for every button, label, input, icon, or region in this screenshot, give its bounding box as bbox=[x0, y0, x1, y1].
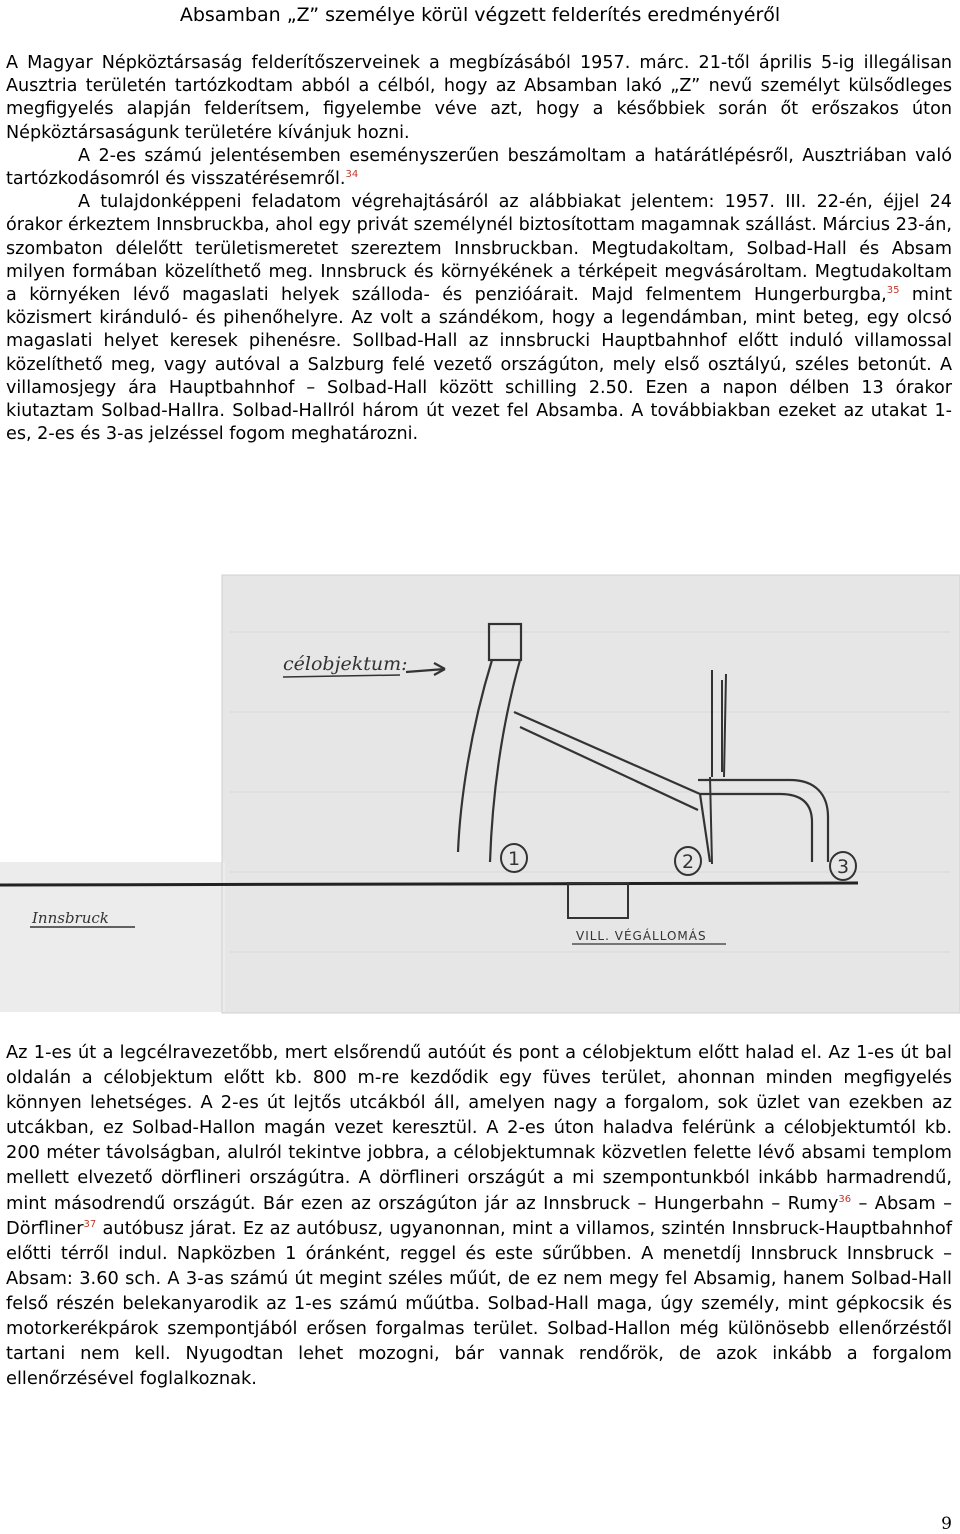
tram-terminus-label: VILL. VÉGÁLLOMÁS bbox=[576, 929, 707, 943]
paragraph-3 bbox=[6, 191, 952, 446]
intro-text-block bbox=[6, 52, 952, 446]
target-label: célobjektum: bbox=[283, 653, 408, 675]
scan-background bbox=[222, 575, 960, 1013]
tram-line bbox=[0, 883, 858, 885]
paragraph-1: A Magyar Népköztársaság felderítőszerveinek a megbízásából 1957. márc. 21-től április 5-ig illegálisan Ausztria területén tartózkodtam abból a célból, hogy az Absamban lakó „Z” nevű személyt külsődleges megfigyelés alapján felderítsem, figyelembe véve azt, hogy a későbbiek során őt erőszakos úton Népköztársaságunk területére kívánjuk hozni. bbox=[6, 53, 952, 143]
paragraph-4-text-a: Az 1-es út a legcélravezetőbb, mert elsőrendű autóút és pont a célobjektum előtt halad el. Az 1-es út bal oldalán a célobjektum előtt kb. 800 m-re kezdődik egy füves terület, ahonnan minden megfigyelés könnyen lehetséges. A 2-es út lejtős utcákból áll, amelyen nagy a forgalom, sok üzlet van ezekben az utcákban, ez Solbad-Hallon magán vezet keresztül. A 2-es úton haladva felérünk a célobjektumtól kb. 200 méter távolságban, alulról tekintve jobbra, a célobjektumnak közvetlen felette lévő absami templom mellett elvezető dörflineri országútra. A dörflineri országút a mi szempontunkból inkább harmadrendű, mint másodrendű országút. Bár ezen az országúton jár az Innsbruck – Hungerbahn – Rumy bbox=[6, 1042, 952, 1214]
paragraph-4-text-b: – Absam – Dörfliner bbox=[6, 1192, 953, 1239]
footnote-ref-35[interactable]: 35 bbox=[886, 285, 900, 297]
footnote-ref-37[interactable]: 37 bbox=[83, 1218, 97, 1230]
route-sketch-map bbox=[0, 572, 960, 1017]
paragraph-3-text-b: mint közismert kiránduló- és pihenőhelyre. Az volt a szándékom, hogy a legendámban, mint beteg, egy olcsó magaslati helyet keresek pihenésre. Sollbad-Hall az innsbrucki Hauptbahnhof előtt induló villamossal közelíthető meg, vagy autóval a Salzburg felé vezető országúton, mely első osztályú, széles betonút. A villamosjegy ára Hauptbahnhof – Solbad-Hall között schilling 2.50. Ezen a napon délben 13 órakor kiutaztam Solbad-Hallra. Solbad-Hallról három út vezet fel Absamba. A továbbiakban ezeket az utakat 1-es, 2-es és 3-as jelzéssel fogom meghatározni. bbox=[6, 285, 953, 445]
paragraph-4 bbox=[6, 1040, 952, 1391]
route-1-number: 1 bbox=[507, 848, 521, 870]
footnote-ref-34[interactable]: 34 bbox=[345, 169, 359, 181]
page-number: 9 bbox=[941, 1514, 952, 1534]
innsbruck-label: Innsbruck bbox=[32, 909, 109, 927]
footnote-ref-36[interactable]: 36 bbox=[838, 1193, 852, 1205]
route-description-block bbox=[6, 1040, 952, 1391]
route-3-number: 3 bbox=[836, 856, 850, 878]
route-2-number: 2 bbox=[681, 851, 695, 873]
paragraph-2 bbox=[6, 145, 952, 191]
paragraph-3-text-a: A tulajdonképpeni feladatom végrehajtásáról az alábbiakat jelentem: 1957. III. 22-én, éjjel 24 órakor érkeztem Innsbruckba, ahol egy privát személynél biztosítottam magamnak szállást. Március 23-án, szombaton délelőtt területismeretet szereztem Innsbruckban. Megtudakoltam, Solbad-Hall és Absam milyen formában közelíthető meg. Innsbruck és környékének a térképeit megvásároltam. Megtudakoltam a környéken lévő magaslati helyek szálloda- és penzióárait. Majd felmentem Hungerburgba, bbox=[6, 192, 952, 306]
paragraph-4-text-c: autóbusz járat. Ez az autóbusz, ugyanonnan, mint a villamos, szintén Innsbruck-Hauptbahnhof előtti térről indul. Napközben 1 óránként, reggel és este sűrűbben. A menetdíj Innsbruck Innsbruck – Absam: 3.60 sch. A 3-as számú út megint széles műút, de ez nem megy fel Absamig, hanem Solbad-Hall felső részén belekanyarodik az 1-es számú műútba. Solbad-Hall maga, úgy személy, mint gépkocsik és motorkerékpárok szempontjából erősen forgalmas terület. Solbad-Hallon még különösebb ellenőrzéstől tartani nem kell. Nyugodtan lehet mozogni, bár vannak rendőrök, de azok inkább a forgalom ellenőrzésével foglalkoznak. bbox=[6, 1217, 952, 1390]
page-header: Absamban „Z” személye körül végzett felderítés eredményéről bbox=[179, 4, 781, 26]
paragraph-2-text: A 2-es számú jelentésemben eseményszerűen beszámoltam a határátlépésről, Ausztriában való tartózkodásomról és visszatérésemről. bbox=[6, 145, 952, 190]
